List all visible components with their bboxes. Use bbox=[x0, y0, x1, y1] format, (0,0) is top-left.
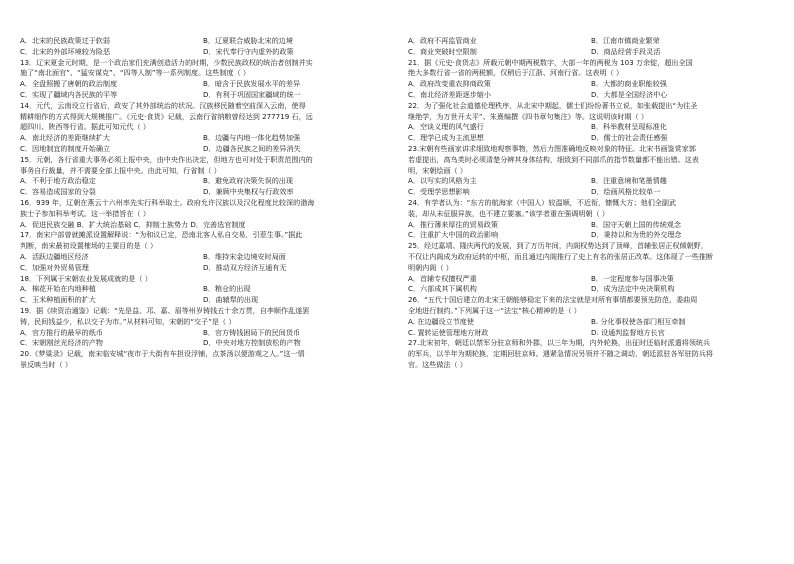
answer-option: C．商业突破时空限制 bbox=[408, 46, 477, 56]
answer-option: D．宋代奉行守内虚外的政策 bbox=[203, 46, 294, 56]
answer-option: D．绘画风格比较单一 bbox=[591, 187, 661, 197]
question-text-line: 15．元朝，各行省重大事务必须上报中央，由中央作出决定，但地方也可对处于职责范围内的 bbox=[20, 154, 313, 164]
answer-option: D．成为法定中央决策机构 bbox=[591, 284, 675, 294]
option-row bbox=[408, 187, 774, 198]
question-text-line: 13．辽宋夏金元时期，是一个政治家们充满创造活力的时期，少数民族政权的统治者创制并实 bbox=[20, 57, 313, 67]
answer-option: D．有利于巩固国家疆域的统一 bbox=[203, 89, 301, 99]
question-text-line: 14．元代，云南设立行省后，政安了其外部统治的状况。汉族移民随着空前深入云南，使得 bbox=[20, 100, 306, 110]
question-text-line: 不仅让内阁成为政府运转的中枢，而且通过内阁推行了史上有名的张居正改革。这体现了一些推断 bbox=[408, 251, 714, 261]
question-text-line: 施了“南北面官”、“猛安谋克”、“四等人制”等一系列制度。这些制度（ ） bbox=[20, 68, 251, 78]
answer-option: D．大都是全国经济中心 bbox=[591, 89, 668, 99]
question-text-line: 景反映当时（ ） bbox=[20, 359, 72, 369]
option-row bbox=[408, 90, 774, 101]
answer-option: D．中央对地方控制放松的产物 bbox=[203, 338, 301, 348]
question-text-line: A．促进民族交融 B．扩大统治基础 C．抑制士族势力 D．完善选官制度 bbox=[20, 219, 246, 229]
answer-option: B．国守天朝上国的传统观念 bbox=[591, 219, 681, 229]
answer-option: C．加强对外贸易管理 bbox=[20, 262, 89, 272]
option-row bbox=[20, 328, 386, 339]
option-row bbox=[408, 122, 774, 133]
answer-option: A．北宋的民族政策过于软弱 bbox=[20, 36, 110, 45]
question-text-line: 22．为了强化社会道德伦理秩序，从北宋中期起，儒士们纷纷著书立说，如张载提出“为往圣 bbox=[408, 100, 698, 110]
question-text-line: 23.宋朝有些画家讲求细致地观察事物，然后力图准确地反映对象的特征。北宋书画鉴赏家郭 bbox=[408, 143, 696, 153]
question-text-line: 装，却从未征服异族，也不建立要塞。”该学者重在强调明朝（ ） bbox=[408, 208, 610, 218]
answer-option: B．边疆与内地一体化趋势加强 bbox=[203, 133, 301, 143]
question-text-line: 16．939 年，辽朝在燕云十六州率先实行科举取士。政府允许汉族以及汉化程度比较深的渤海 bbox=[20, 197, 315, 207]
option-row bbox=[20, 176, 386, 187]
answer-option: A．官方推行的最早的纸币 bbox=[20, 327, 103, 337]
answer-option: C．北宋的外部环境较为险恶 bbox=[20, 46, 111, 56]
answer-option: D．秉持以和为贵的外交理念 bbox=[591, 230, 682, 240]
option-row bbox=[20, 79, 386, 90]
option-row bbox=[20, 252, 386, 263]
answer-option: B．科举教材呈现标准化 bbox=[591, 122, 667, 132]
answer-option: C．理学已成为主流思想 bbox=[408, 133, 484, 143]
answer-option: C. 置转运使管理地方财政 bbox=[408, 327, 489, 337]
answer-option: C．玉米种植面积的扩大 bbox=[20, 295, 96, 305]
answer-option: B．大都的商业职能较强 bbox=[591, 79, 667, 89]
question-text-line: 明，宋朝绘画（ ） bbox=[408, 165, 468, 175]
question-text-line: 全地进行制约。”下列属于这一“法宝”核心精神的是（ ） bbox=[408, 305, 581, 315]
option-row bbox=[20, 90, 386, 101]
option-row bbox=[408, 220, 774, 231]
answer-option: A．不利于地方政治稳定 bbox=[20, 176, 96, 186]
answer-option: D．曲辕犁的出现 bbox=[203, 295, 259, 305]
right-column bbox=[408, 36, 774, 371]
question-text-line: 明朝内阁（ ） bbox=[408, 262, 453, 272]
option-row bbox=[408, 317, 774, 328]
option-row bbox=[408, 274, 774, 285]
answer-option: B. 分化事权使各部门相互牵制 bbox=[591, 316, 686, 326]
question-text-line: 17．南宋户部曾就摊派设置解释说：“为和议已定，恐南北客人私自交易，引惹生事。”据此 bbox=[20, 230, 303, 240]
answer-option: A．棉花开始在内地种植 bbox=[20, 284, 96, 294]
question-text-line: 官。这些做法（ ） bbox=[408, 359, 468, 369]
answer-option: A．空谈义理的风气盛行 bbox=[408, 122, 484, 132]
answer-option: D．商品经营手段灵活 bbox=[591, 46, 661, 56]
two-column-layout bbox=[20, 36, 774, 371]
option-row bbox=[20, 187, 386, 198]
question-text-line: 20.《梦粱录》记载，南宋临安城“夜市于大街有车担设浮铺，点茶汤以便游观之人。”这一情 bbox=[20, 349, 305, 359]
answer-option: B．江南市镇商业繁荣 bbox=[591, 36, 660, 45]
answer-option: D．兼顾中央集权与行政效率 bbox=[203, 187, 294, 197]
option-row bbox=[20, 338, 386, 349]
answer-option: B．辽夏联合威胁北宋的边境 bbox=[203, 36, 293, 45]
option-row bbox=[20, 295, 386, 306]
question-text-line: 26．“五代十国后建立的北宋王朝能够稳定下来的法宝就是对所有事情都要预先防范，委曲周 bbox=[408, 295, 698, 305]
answer-option: B．官方铸钱困局下的民间货币 bbox=[203, 327, 301, 337]
answer-option: B．注重意境和笔墨情趣 bbox=[591, 176, 667, 186]
question-text-line: 族士子参加科举考试。这一举措旨在（ ） bbox=[20, 208, 150, 218]
option-row bbox=[408, 133, 774, 144]
option-row bbox=[20, 263, 386, 274]
answer-option: B．暗含于民族发展水平的差异 bbox=[203, 79, 301, 89]
option-row bbox=[20, 144, 386, 155]
question-text-line: 的军兵，以半年为期轮换，定期回驻京师。遇紧急情况另领并不随之调动，朝廷派驻各军驻防兵将 bbox=[408, 349, 714, 359]
answer-option: A．首辅专权擅权严重 bbox=[408, 273, 477, 283]
answer-option: D．推动双方经济互通有无 bbox=[203, 262, 287, 272]
question-text-line: 事务自行裁量，并不需要全部上报中央。由此可知，行省制（ ） bbox=[20, 165, 221, 175]
answer-option: D．儒士的社会责任感强 bbox=[591, 133, 668, 143]
question-text-line: 25．经过嘉靖、隆庆两代的发展，到了万历年间，内阁权势达到了顶峰，首辅张居正权倾朝野， bbox=[408, 241, 708, 251]
answer-option: D．边疆各民族之间的差异消失 bbox=[203, 143, 301, 153]
question-text-line: 若虚提出，高鸟类时必须清楚分辨其身体结构，细致到不同部爪的指节数量都不能出错。这表 bbox=[408, 154, 699, 164]
answer-option: A．活跃边疆地区经济 bbox=[20, 251, 89, 261]
option-row bbox=[20, 36, 386, 47]
answer-option: C．受理学思想影响 bbox=[408, 187, 470, 197]
answer-option: B．粮仓的出现 bbox=[203, 284, 251, 294]
option-row bbox=[408, 284, 774, 295]
option-row bbox=[408, 36, 774, 47]
question-text-line: 继绝学，为万世开太平”、朱熹编撰《四书章句集注》等。这说明该时期（ ） bbox=[408, 111, 649, 121]
option-row bbox=[408, 79, 774, 90]
left-column bbox=[20, 36, 386, 371]
answer-option: B．一定程度参与国事决策 bbox=[591, 273, 674, 283]
option-row bbox=[408, 47, 774, 58]
answer-option: C．容易造成国家的分裂 bbox=[20, 187, 96, 197]
answer-option: D. 设通判监督地方长官 bbox=[591, 327, 665, 337]
question-text-line: 18．下列属于宋朝农业发展成就的是（ ） bbox=[20, 273, 152, 283]
option-row bbox=[408, 230, 774, 241]
option-row bbox=[20, 47, 386, 58]
question-text-line: 超四川、陕西等行省。据此可知元代（ ） bbox=[20, 122, 150, 132]
option-row bbox=[408, 176, 774, 187]
question-text-line: 21．据《元史·食货志》所载元朝中期两税数字，大部一年的两税为 103 万余锭，超出全国 bbox=[408, 57, 693, 67]
answer-option: C．宋朝刚丝光经济的产物 bbox=[20, 338, 103, 348]
answer-option: C．因地制宜的制度开始确立 bbox=[20, 143, 111, 153]
answer-option: A．推行薄来厚往的贸易政策 bbox=[408, 219, 498, 229]
question-text-line: 19．据《续资治通鉴》记载：“先是益、邛、嘉、眉等州岁铸钱五十余万贯，自李顺作乱遂罢 bbox=[20, 305, 310, 315]
option-row bbox=[408, 328, 774, 339]
answer-option: A．以写实的风格为主 bbox=[408, 176, 477, 186]
answer-option: A. 在边疆设立节度使 bbox=[408, 316, 474, 326]
answer-option: B．维持宋金边境安时局面 bbox=[203, 251, 286, 261]
question-text-line: 精耕细作的方式得到大规模推广。《元史·食货》记载，云南行省纳粮曾经达到 277719 石，远 bbox=[20, 111, 313, 121]
answer-option: B．避免政府决策失误的出现 bbox=[203, 176, 293, 186]
answer-option: C．注重扩大中国的政治影响 bbox=[408, 230, 499, 240]
question-text-line: 24．有学者认为：“东方的航海家（中国人）较温顺，不近衔，慷慨大方；他们全副武 bbox=[408, 197, 677, 207]
answer-option: A．政府改变重农抑商政策 bbox=[408, 79, 491, 89]
answer-option: A．政府不再监管商业 bbox=[408, 36, 477, 45]
option-row bbox=[20, 284, 386, 295]
question-text-line: 27.北宋初年，朝廷以禁军分驻京师和外郡，以三年为期，内外轮换，出征时还临时派遣将领统兵 bbox=[408, 338, 711, 348]
question-text-line: 铸，民间钱益少，私以交子为市。”从材料可知，宋朝的“交子”是（ ） bbox=[20, 316, 236, 326]
answer-option: C．南北经济差距逐步缩小 bbox=[408, 89, 491, 99]
answer-option: A．全盘照搬了唐朝的政治制度 bbox=[20, 79, 118, 89]
question-text-line: 判断，南宋最初设置榷场的主要目的是（ ） bbox=[20, 241, 158, 251]
answer-option: C．六部成其下属机构 bbox=[408, 284, 477, 294]
answer-option: C．实现了疆域内各民族的平等 bbox=[20, 89, 118, 99]
answer-option: A．南北经济的差距继续扩大 bbox=[20, 133, 110, 143]
option-row bbox=[20, 133, 386, 144]
question-text-line: 绝大多数行省一省的两税额，仅稍后于江浙、河南行省。这表明（ ） bbox=[408, 68, 624, 78]
